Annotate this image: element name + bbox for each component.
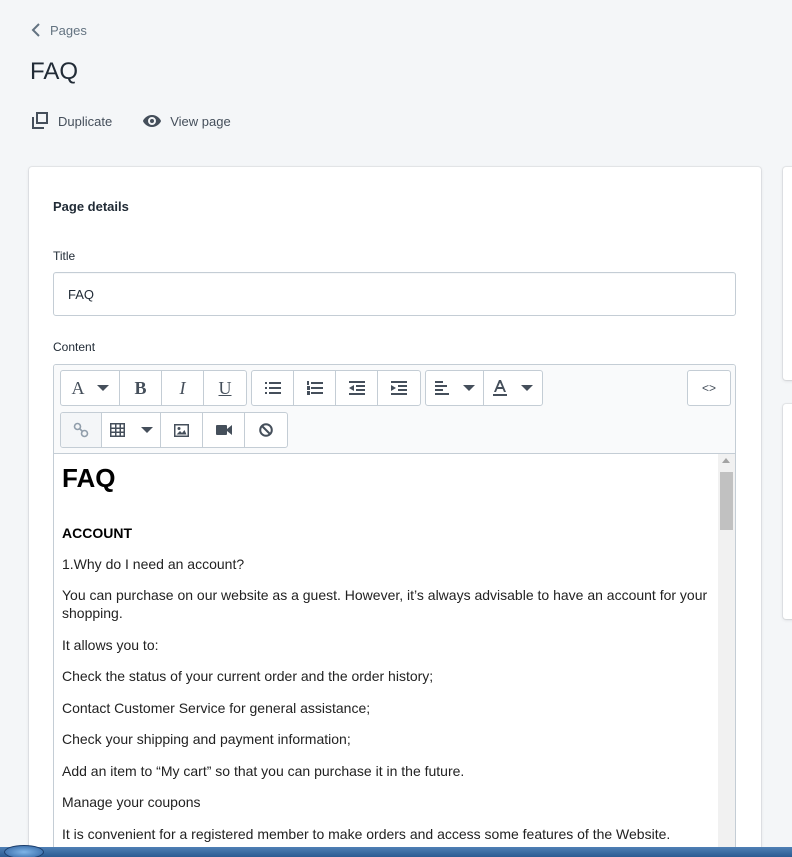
scroll-up-arrow-icon[interactable] (722, 458, 730, 463)
align-color-group (425, 370, 543, 406)
chevron-down-icon (141, 427, 153, 433)
chevron-down-icon (97, 385, 109, 391)
breadcrumb-label: Pages (50, 22, 87, 38)
text-format-button[interactable] (61, 371, 120, 405)
content-paragraph: Add an item to “My cart” so that you can purchase it in the future. (62, 762, 465, 779)
text-format-icon: A (71, 377, 85, 398)
numbered-list-button[interactable] (294, 371, 336, 405)
chevron-down-icon (521, 385, 533, 391)
editor-scrollbar[interactable] (718, 454, 735, 857)
content-paragraph: It is convenient for a registered member to make orders and access some features of the Website. (62, 825, 671, 842)
editor-content[interactable] (54, 454, 718, 857)
insert-group (60, 412, 288, 448)
editor-toolbar (54, 365, 735, 454)
align-button[interactable] (426, 371, 484, 405)
content-paragraph: Check your shipping and payment information; (62, 731, 351, 747)
content-paragraph: It allows you to: (62, 636, 159, 653)
link-button[interactable] (61, 413, 102, 447)
list-indent-group (251, 370, 421, 406)
bold-button[interactable] (120, 371, 162, 405)
table-button[interactable] (102, 413, 161, 447)
duplicate-label: Duplicate (58, 113, 113, 129)
bulleted-list-button[interactable] (252, 371, 294, 405)
bold-icon: B (134, 377, 147, 398)
chevron-down-icon (463, 385, 475, 391)
start-button[interactable] (4, 845, 44, 857)
content-section-heading: ACCOUNT (62, 525, 132, 541)
text-color-button[interactable] (484, 371, 542, 405)
text-style-group (60, 370, 247, 406)
rich-text-editor (53, 364, 736, 857)
image-button[interactable] (161, 413, 203, 447)
view-page-label: View page (170, 113, 231, 129)
table-icon (110, 423, 125, 437)
scroll-thumb[interactable] (720, 472, 733, 530)
page-details-card (29, 167, 761, 857)
content-label: Content (53, 340, 96, 354)
outdent-icon (349, 381, 365, 395)
content-paragraph: 1.Why do I need an account? (62, 555, 245, 572)
italic-icon: I (179, 377, 186, 398)
bulleted-list-icon (265, 381, 281, 395)
code-view-group (687, 370, 731, 406)
side-card-template (783, 404, 792, 619)
indent-icon (391, 381, 407, 395)
card-heading: Page details (53, 199, 129, 214)
text-color-icon (493, 380, 507, 396)
numbered-list-icon (307, 381, 323, 395)
video-icon (216, 425, 232, 435)
duplicate-button[interactable] (30, 111, 112, 131)
breadcrumb[interactable] (30, 22, 87, 38)
clear-format-icon (259, 423, 273, 437)
eye-icon (142, 111, 162, 131)
content-paragraph: You can purchase on our website as a guest. However, it’s always advisable to have an account for your shopping. (62, 587, 708, 621)
page-title: FAQ (30, 58, 79, 85)
content-paragraph: Check the status of your current order and the order history; (62, 668, 434, 684)
clear-format-button[interactable] (245, 413, 287, 447)
video-button[interactable] (203, 413, 245, 447)
code-view-icon: <> (701, 381, 716, 395)
italic-button[interactable] (162, 371, 204, 405)
side-card-visibility (783, 167, 792, 380)
view-page-button[interactable] (142, 111, 230, 131)
code-view-button[interactable] (688, 371, 730, 405)
chevron-left-icon (30, 22, 42, 38)
content-paragraph: Manage your coupons (62, 794, 201, 810)
duplicate-icon (30, 111, 50, 131)
outdent-button[interactable] (336, 371, 378, 405)
title-input[interactable] (53, 272, 736, 316)
os-taskbar (0, 847, 792, 857)
link-icon (73, 422, 89, 438)
underline-icon: U (218, 377, 232, 398)
underline-button[interactable] (204, 371, 246, 405)
page-actions (30, 111, 231, 131)
image-icon (174, 424, 189, 437)
title-label: Title (53, 249, 76, 263)
align-left-icon (435, 381, 449, 395)
content-paragraph: Contact Customer Service for general assistance; (62, 699, 371, 716)
indent-button[interactable] (378, 371, 420, 405)
content-heading: FAQ (62, 463, 116, 493)
